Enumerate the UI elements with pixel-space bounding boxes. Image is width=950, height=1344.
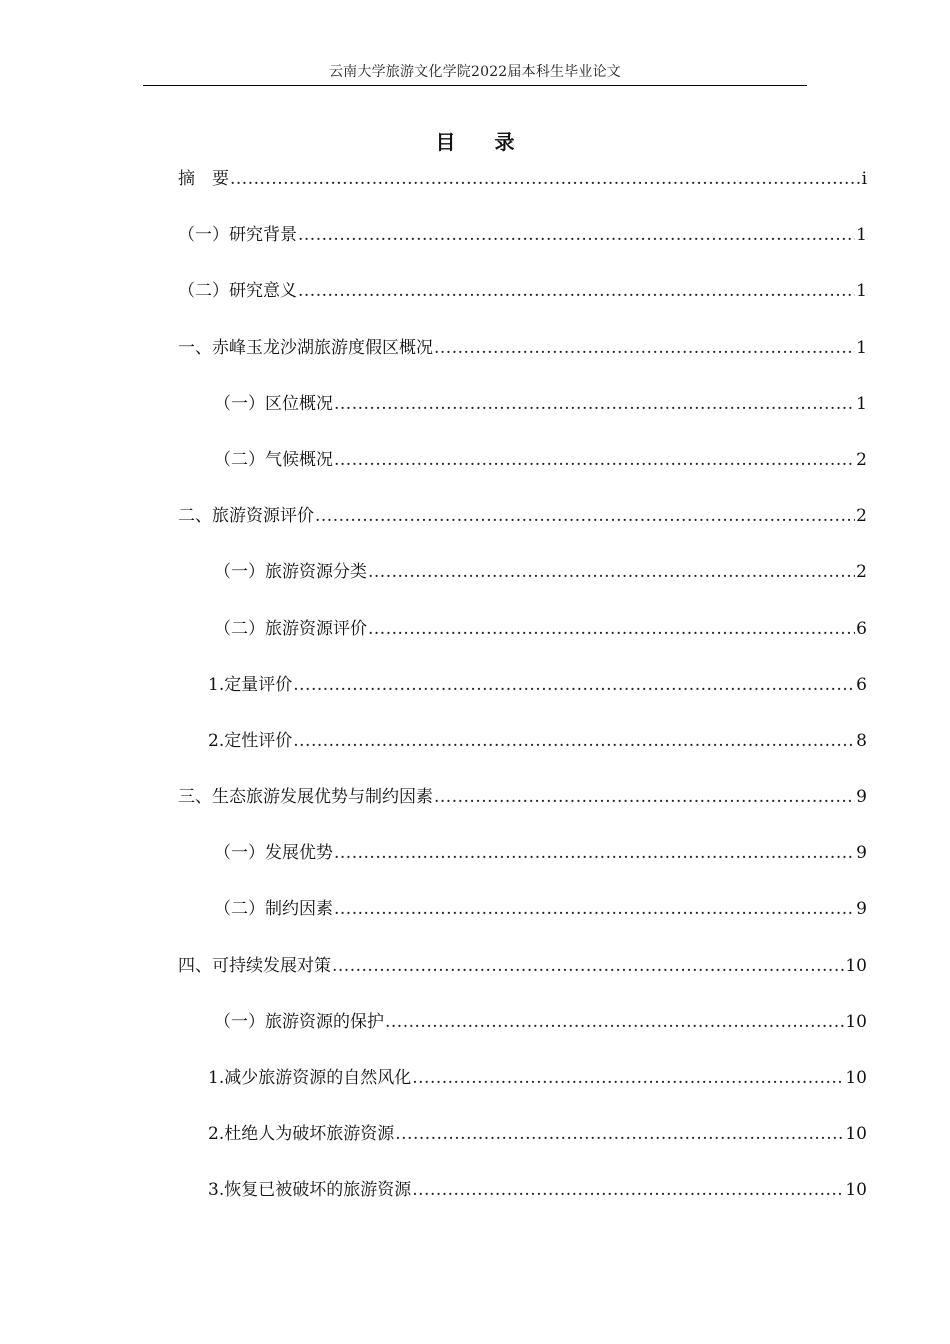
toc-entry[interactable] [178,503,867,559]
toc-entry-label: 一、赤峰玉龙沙湖旅游度假区概况 [178,337,433,358]
toc-dot-leader [315,503,855,529]
toc-entry-page-number: 10 [845,1011,867,1032]
toc-entry[interactable] [178,391,867,447]
toc-dot-leader [368,559,855,585]
toc-dot-leader [434,784,855,810]
toc-entry-label: （一）发展优势 [214,843,333,864]
toc-entry[interactable] [178,1121,867,1177]
toc-entry-label: 摘 要 [178,169,229,189]
toc-entry[interactable] [178,335,867,391]
toc-entry[interactable] [178,559,867,615]
toc-entry[interactable] [178,1009,867,1065]
toc-entry-page-number: 10 [845,1124,867,1145]
toc-dot-leader [412,1177,844,1203]
toc-entry[interactable] [178,896,867,952]
toc-entry-label: （二）气候概况 [214,449,333,470]
toc-dot-leader [230,166,861,192]
toc-entry-page-number: i [861,169,867,189]
toc-entry-label: 2.定性评价 [208,730,293,751]
toc-dot-leader [334,896,855,922]
toc-entry[interactable] [178,784,867,840]
toc-entry-label: 3.恢复已被破坏的旅游资源 [208,1180,412,1201]
toc-entry-page-number: 2 [856,449,867,470]
toc-entry-page-number: 2 [856,562,867,583]
toc-entry-label: （一）旅游资源分类 [214,562,367,583]
toc-entry[interactable] [178,953,867,1009]
toc-entry-page-number: 10 [845,955,867,976]
toc-entry-label: 四、可持续发展对策 [178,955,331,976]
toc-entry[interactable] [178,278,867,334]
toc-entry-page-number: 9 [856,843,867,864]
toc-entry[interactable] [178,728,867,784]
toc-entry-label: （二）制约因素 [214,899,333,920]
toc-entry-label: 1.定量评价 [208,674,293,695]
toc-dot-leader [368,616,855,642]
toc-dot-leader [298,222,855,248]
toc-dot-leader [334,840,855,866]
running-header: 云南大学旅游文化学院2022届本科生毕业论文 [328,64,622,80]
toc-entry-label: 三、生态旅游发展优势与制约因素 [178,787,433,808]
toc-entry-page-number: 1 [856,281,867,302]
toc-entry[interactable] [178,840,867,896]
toc-entry-page-number: 1 [856,393,867,414]
toc-entry[interactable] [178,616,867,672]
toc-entry-page-number: 10 [845,1068,867,1088]
toc-entry-label: （二）旅游资源评价 [214,618,367,639]
toc-dot-leader [298,278,855,304]
toc-entry[interactable] [178,166,867,222]
toc-entry-label: （一）研究背景 [178,225,297,246]
toc-entry-page-number: 1 [856,225,867,246]
toc-dot-leader [395,1121,844,1147]
toc-dot-leader [334,391,855,417]
toc-entry-label: 2.杜绝人为破坏旅游资源 [208,1124,395,1145]
toc-entry-page-number: 2 [856,506,867,527]
toc-dot-leader [434,335,855,361]
toc-entry[interactable] [178,447,867,503]
toc-entry-page-number: 8 [856,730,867,751]
toc-entry-label: （一）旅游资源的保护 [214,1011,384,1032]
toc-entry-page-number: 10 [845,1180,867,1201]
toc-entry[interactable] [178,1177,867,1233]
toc-entry[interactable] [178,222,867,278]
toc-entry-page-number: 9 [856,787,867,808]
toc-dot-leader [332,953,844,979]
toc-entry-label: （一）区位概况 [214,393,333,414]
toc-dot-leader [293,672,855,698]
toc-entry[interactable] [178,672,867,728]
toc-list [178,166,867,1234]
toc-dot-leader [385,1009,844,1035]
toc-entry-page-number: 6 [856,674,867,695]
toc-dot-leader [293,728,855,754]
toc-entry-label: 二、旅游资源评价 [178,506,314,527]
toc-dot-leader [412,1065,844,1091]
toc-dot-leader [334,447,855,473]
toc-entry-page-number: 9 [856,899,867,920]
toc-entry-page-number: 1 [856,337,867,358]
toc-title: 目 录 [435,130,531,154]
header-rule [143,85,807,86]
toc-entry-label: （二）研究意义 [178,281,297,302]
toc-entry[interactable] [178,1065,867,1121]
toc-entry-page-number: 6 [856,618,867,639]
toc-entry-label: 1.减少旅游资源的自然风化 [208,1068,412,1088]
